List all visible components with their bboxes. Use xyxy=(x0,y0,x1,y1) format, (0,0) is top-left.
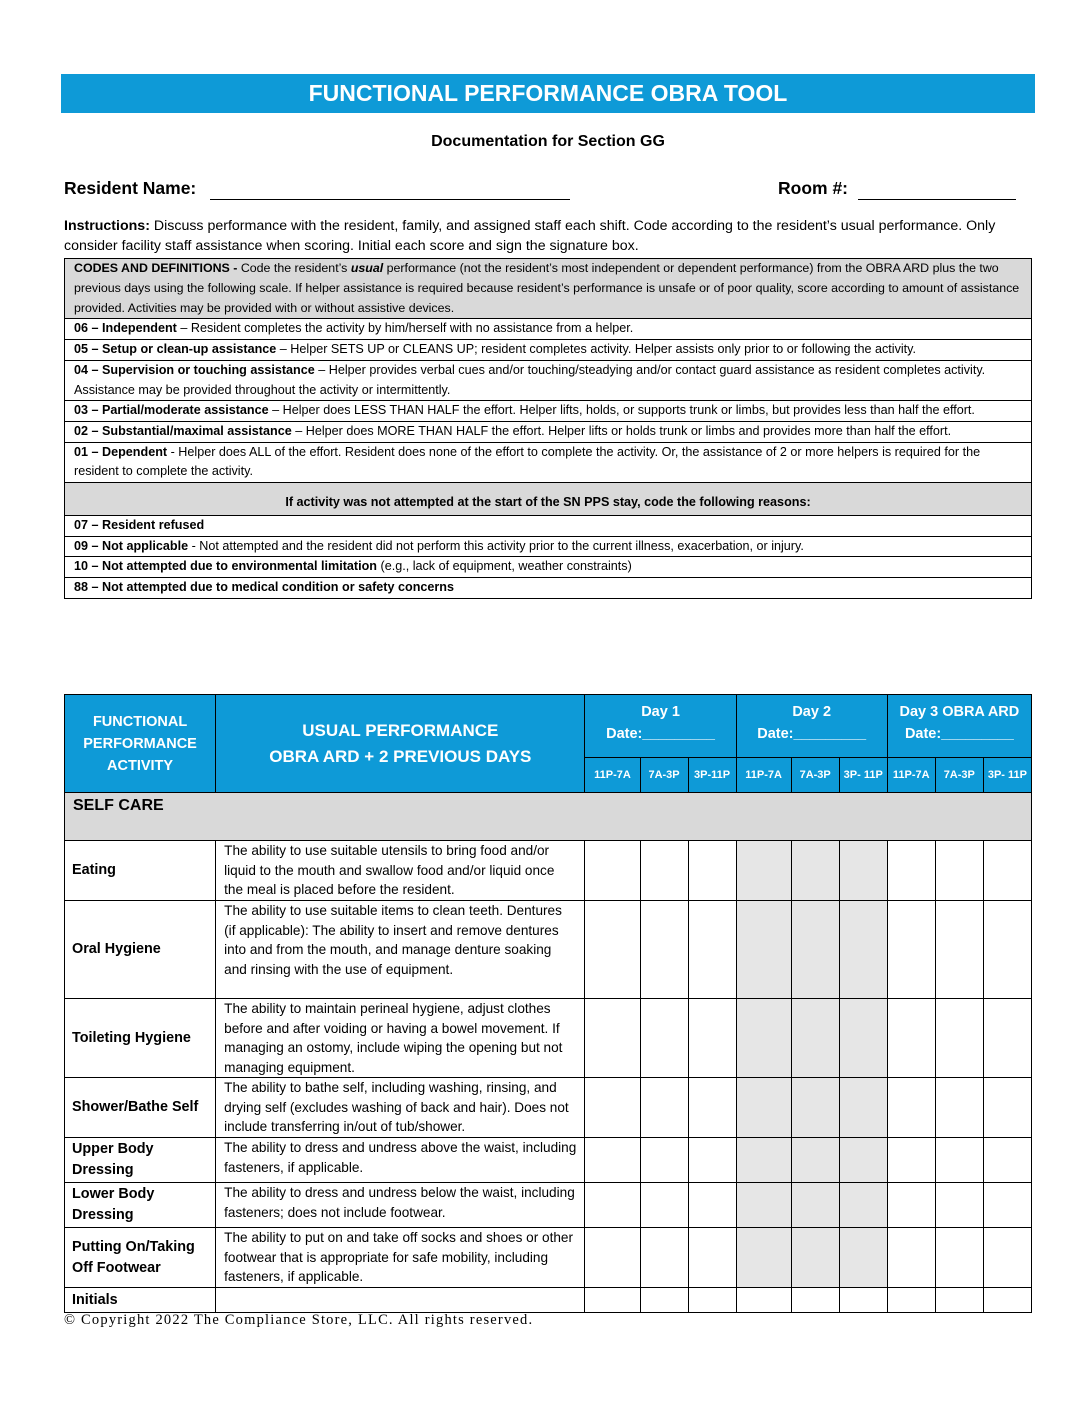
activity-description: The ability to use suitable utensils to bring food and/or liquid to the mouth and swallow food and/or liquid once the meal is placed before the resident. xyxy=(216,841,585,901)
resident-info xyxy=(64,178,1032,204)
code-row xyxy=(65,536,1032,557)
activity-row xyxy=(65,999,1032,1078)
code-row xyxy=(65,340,1032,361)
code-label: 09 – Not applicable xyxy=(74,538,189,553)
score-cell[interactable] xyxy=(887,901,935,999)
score-cell[interactable] xyxy=(640,1138,688,1183)
score-cell[interactable] xyxy=(935,999,983,1078)
initials-cell[interactable] xyxy=(983,1288,1031,1313)
score-cell[interactable] xyxy=(736,1183,791,1228)
code-definition: (e.g., lack of equipment, weather constraints) xyxy=(380,559,632,574)
code-label: 04 – Supervision or touching assistance xyxy=(74,362,315,377)
score-cell[interactable] xyxy=(983,1078,1031,1138)
activity-description: The ability to put on and take off socks and shoes or other footwear that is appropriate for safe mobility, including fasteners, if applicable. xyxy=(216,1228,585,1288)
score-cell[interactable] xyxy=(935,1138,983,1183)
score-cell[interactable] xyxy=(688,1078,736,1138)
codes-header-text: Code the resident’s xyxy=(240,261,351,275)
score-cell[interactable] xyxy=(839,1078,887,1138)
initials-row xyxy=(65,1288,1032,1313)
code-label: 10 – Not attempted due to environmental limitation xyxy=(74,559,377,574)
instructions xyxy=(64,217,1032,256)
score-cell[interactable] xyxy=(791,1078,839,1138)
day-date-field[interactable]: Date:_________ xyxy=(904,726,1014,742)
page-title: FUNCTIONAL PERFORMANCE OBRA TOOL xyxy=(61,74,1035,113)
score-cell[interactable] xyxy=(887,999,935,1078)
shift-header: 7A-3P xyxy=(791,758,839,793)
usual-header-line: OBRA ARD + 2 PREVIOUS DAYS xyxy=(269,746,532,766)
score-cell[interactable] xyxy=(585,841,640,901)
code-label: 07 – Resident refused xyxy=(74,518,205,533)
score-cell[interactable] xyxy=(791,1183,839,1228)
shift-header: 7A-3P xyxy=(935,758,983,793)
code-label: 01 – Dependent xyxy=(74,444,168,459)
code-definition: Not attempted and the resident did not perform this activity prior to the current illness, exacerbation, or injury. xyxy=(199,538,804,553)
code-label: 02 – Substantial/maximal assistance xyxy=(74,423,292,438)
code-label: 05 – Setup or clean-up assistance xyxy=(74,342,277,357)
score-cell[interactable] xyxy=(736,901,791,999)
code-row xyxy=(65,578,1032,599)
day-date-field[interactable]: Date:_________ xyxy=(606,726,715,742)
score-cell[interactable] xyxy=(640,1228,688,1288)
room-field[interactable] xyxy=(858,199,1016,200)
score-cell[interactable] xyxy=(736,1138,791,1183)
score-cell[interactable] xyxy=(983,841,1031,901)
usual-performance-header xyxy=(216,695,585,793)
score-cell[interactable] xyxy=(791,1138,839,1183)
resident-name-field[interactable] xyxy=(210,199,570,200)
score-cell[interactable] xyxy=(983,1138,1031,1183)
activity-row xyxy=(65,1228,1032,1288)
score-cell[interactable] xyxy=(887,1183,935,1228)
score-cell[interactable] xyxy=(935,1183,983,1228)
score-cell[interactable] xyxy=(585,1183,640,1228)
score-cell[interactable] xyxy=(791,1228,839,1288)
score-cell[interactable] xyxy=(736,1228,791,1288)
activity-name: Lower Body Dressing xyxy=(65,1183,216,1228)
code-separator: – xyxy=(268,403,283,418)
score-cell[interactable] xyxy=(935,1078,983,1138)
codes-header-label: CODES AND DEFINITIONS - xyxy=(74,261,241,275)
code-row xyxy=(65,401,1032,422)
code-separator: - xyxy=(167,444,179,459)
initials-cell[interactable] xyxy=(839,1288,887,1313)
activity-column-header xyxy=(65,695,216,793)
score-cell[interactable] xyxy=(839,999,887,1078)
shift-header: 11P-7A xyxy=(887,758,935,793)
activity-description: The ability to dress and undress above the waist, including fasteners, if applicable. xyxy=(216,1138,585,1183)
activity-name: Toileting Hygiene xyxy=(65,999,216,1078)
shift-header: 3P- 11P xyxy=(839,758,887,793)
code-row xyxy=(65,442,1032,482)
code-row xyxy=(65,557,1032,578)
score-cell[interactable] xyxy=(839,1183,887,1228)
code-row xyxy=(65,360,1032,400)
resident-name-label: Resident Name: xyxy=(64,178,197,198)
code-definition: Helper provides verbal cues and/or touching/steadying and/or contact guard assistance as resident completes activity. Assistance may be provided throughout the activity or intermittently. xyxy=(74,362,986,397)
score-cell[interactable] xyxy=(887,1078,935,1138)
score-cell[interactable] xyxy=(983,1183,1031,1228)
score-cell[interactable] xyxy=(688,841,736,901)
shift-header: 3P- 11P xyxy=(983,758,1031,793)
day-name: Day 2 xyxy=(792,704,832,720)
score-cell[interactable] xyxy=(736,999,791,1078)
day-date-field[interactable]: Date:_________ xyxy=(757,726,867,742)
activity-name: Oral Hygiene xyxy=(65,901,216,999)
activity-description: The ability to maintain perineal hygiene, adjust clothes before and after voiding or having a bowel movement. If managing an ostomy, include wiping the opening but not managing equipment. xyxy=(216,999,585,1078)
score-cell[interactable] xyxy=(640,999,688,1078)
score-cell[interactable] xyxy=(585,999,640,1078)
score-cell[interactable] xyxy=(887,841,935,901)
score-cell[interactable] xyxy=(791,841,839,901)
score-cell[interactable] xyxy=(839,901,887,999)
day-1-header xyxy=(585,695,736,758)
initials-cell[interactable] xyxy=(791,1288,839,1313)
activity-name: Upper Body Dressing xyxy=(65,1138,216,1183)
code-label: 88 – Not attempted due to medical condition or safety concerns xyxy=(74,580,454,595)
codes-definitions-header xyxy=(65,259,1032,319)
shift-header: 7A-3P xyxy=(640,758,688,793)
score-cell[interactable] xyxy=(935,841,983,901)
activity-header-line: FUNCTIONAL xyxy=(92,713,188,730)
score-cell[interactable] xyxy=(983,1228,1031,1288)
day-name: Day 3 OBRA ARD xyxy=(899,704,1020,720)
code-label: 06 – Independent xyxy=(74,321,177,336)
initials-cell[interactable] xyxy=(640,1288,688,1313)
activity-row xyxy=(65,1078,1032,1138)
shift-header: 3P-11P xyxy=(688,758,736,793)
initials-cell[interactable] xyxy=(736,1288,791,1313)
score-cell[interactable] xyxy=(585,1138,640,1183)
instructions-text: Discuss performance with the resident, family, and assigned staff each shift. Code according to the resident’s usual performance. Only consider facility staff assistance when scoring. Initial each score and sign the signature box. xyxy=(64,218,996,254)
section-self-care: SELF CARE xyxy=(65,793,1032,841)
score-cell[interactable] xyxy=(983,901,1031,999)
score-cell[interactable] xyxy=(688,901,736,999)
codes-table xyxy=(64,258,1032,599)
copyright: © Copyright 2022 The Compliance Store, LLC. All rights reserved. xyxy=(64,1312,534,1328)
activity-name: Putting On/Taking Off Footwear xyxy=(65,1228,216,1288)
score-cell[interactable] xyxy=(736,1078,791,1138)
day-3-header xyxy=(887,695,1031,758)
shift-header: 11P-7A xyxy=(736,758,791,793)
score-cell[interactable] xyxy=(688,1228,736,1288)
score-cell[interactable] xyxy=(839,841,887,901)
score-cell[interactable] xyxy=(585,901,640,999)
score-cell[interactable] xyxy=(736,841,791,901)
code-row xyxy=(65,421,1032,442)
code-definition: Helper does MORE THAN HALF the effort. Helper lifts or holds trunk or limbs and provides more than half the effort. xyxy=(305,423,952,438)
initials-cell[interactable] xyxy=(688,1288,736,1313)
score-cell[interactable] xyxy=(640,1183,688,1228)
page-subtitle: Documentation for Section GG xyxy=(431,133,665,150)
codes-header-text: performance (not the resident’s most independent or dependent performance) from the OBRA ARD plus the two previous days using the following scale. If helper assistance is required because resident’s performance is unsafe or of poor quality, score according to amount of assistance provided. Activities may be provided with or without assistive devices. xyxy=(74,261,1020,315)
initials-cell[interactable] xyxy=(935,1288,983,1313)
initials-cell[interactable] xyxy=(887,1288,935,1313)
code-separator: – xyxy=(176,321,191,336)
activity-row xyxy=(65,1183,1032,1228)
score-cell[interactable] xyxy=(585,1078,640,1138)
activity-name: Shower/Bathe Self xyxy=(65,1078,216,1138)
score-cell[interactable] xyxy=(688,1183,736,1228)
score-cell[interactable] xyxy=(887,1228,935,1288)
activity-header-line: PERFORMANCE xyxy=(83,735,197,752)
score-cell[interactable] xyxy=(640,841,688,901)
performance-table xyxy=(64,694,1032,1313)
score-cell[interactable] xyxy=(887,1138,935,1183)
score-cell[interactable] xyxy=(935,1228,983,1288)
day-2-header xyxy=(736,695,887,758)
codes-header-emphasis: usual xyxy=(350,261,384,275)
activity-name: Eating xyxy=(65,841,216,901)
usual-header-line: USUAL PERFORMANCE xyxy=(302,720,499,740)
shift-header: 11P-7A xyxy=(585,758,640,793)
room-label: Room #: xyxy=(778,178,848,198)
score-cell[interactable] xyxy=(640,901,688,999)
score-cell[interactable] xyxy=(791,901,839,999)
score-cell[interactable] xyxy=(640,1078,688,1138)
code-definition: Helper does ALL of the effort. Resident does none of the effort to complete the activity. Or, the assistance of 2 or more helpers is required for the resident to complete the activity. xyxy=(74,444,981,479)
initials-label: Initials xyxy=(65,1288,216,1313)
score-cell[interactable] xyxy=(585,1228,640,1288)
activity-row xyxy=(65,901,1032,999)
score-cell[interactable] xyxy=(839,1228,887,1288)
score-cell[interactable] xyxy=(935,901,983,999)
code-separator: – xyxy=(291,423,306,438)
instructions-label: Instructions: xyxy=(64,218,150,234)
activity-description: The ability to bathe self, including washing, rinsing, and drying self (excludes washing of back and hair). Does not include transferring in/out of tub/shower. xyxy=(216,1078,585,1138)
activity-description: The ability to use suitable items to clean teeth. Dentures (if applicable): The ability to insert and remove dentures into and from the mouth, and manage denture soaking and rinsing with the use of equipment. xyxy=(216,901,585,999)
score-cell[interactable] xyxy=(839,1138,887,1183)
activity-header-line: ACTIVITY xyxy=(107,757,174,774)
score-cell[interactable] xyxy=(688,1138,736,1183)
code-definition: Resident completes the activity by him/herself with no assistance from a helper. xyxy=(190,321,634,336)
activity-description: The ability to dress and undress below the waist, including fasteners; does not include footwear. xyxy=(216,1183,585,1228)
code-definition: Helper SETS UP or CLEANS UP; resident completes activity. Helper assists only prior to or following the activity. xyxy=(290,342,917,357)
activity-row xyxy=(65,841,1032,901)
code-separator: - xyxy=(188,538,200,553)
code-separator: – xyxy=(314,362,329,377)
not-attempted-header: If activity was not attempted at the start of the SN PPS stay, code the following reasons: xyxy=(65,483,1032,516)
score-cell[interactable] xyxy=(983,999,1031,1078)
code-definition: Helper does LESS THAN HALF the effort. Helper lifts, holds, or supports trunk or limbs, but provides less than half the effort. xyxy=(282,403,975,418)
code-row xyxy=(65,516,1032,537)
code-row xyxy=(65,319,1032,340)
code-separator: – xyxy=(276,342,291,357)
initials-spacer xyxy=(216,1288,585,1313)
score-cell[interactable] xyxy=(688,999,736,1078)
code-label: 03 – Partial/moderate assistance xyxy=(74,403,269,418)
initials-cell[interactable] xyxy=(585,1288,640,1313)
score-cell[interactable] xyxy=(791,999,839,1078)
day-name: Day 1 xyxy=(641,704,680,720)
activity-row xyxy=(65,1138,1032,1183)
